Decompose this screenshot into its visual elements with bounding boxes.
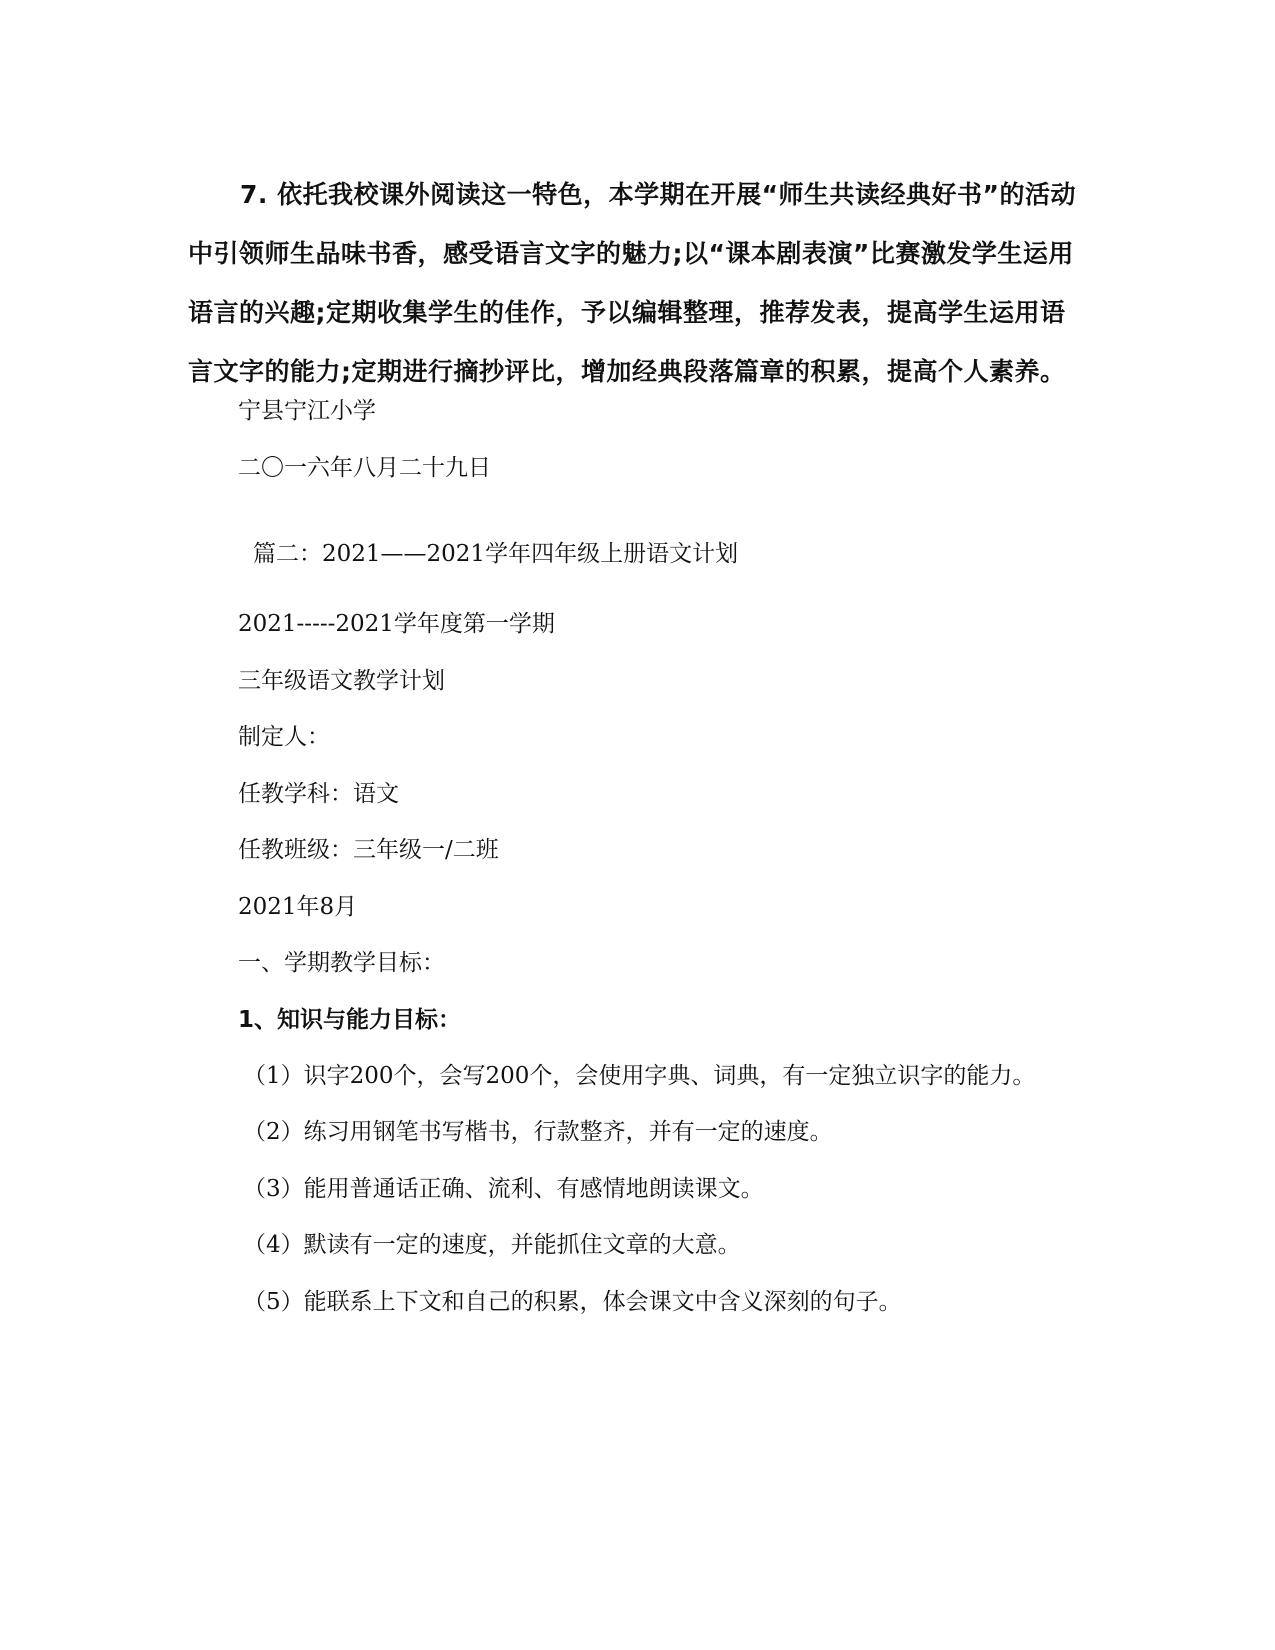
heading-objectives: 一、学期教学目标： [238,950,445,976]
term-line: 2021-----2021学年度第一学期 [238,611,555,637]
class-line: 任教班级：三年级一/二班 [238,837,499,863]
heading-knowledge-ability: 1、知识与能力目标： [238,1007,462,1033]
list-item: （5）能联系上下文和自己的积累，体会课文中含义深刻的句子。 [243,1289,902,1315]
school-name: 宁县宁江小学 [238,398,376,424]
paragraph-7: 7. 依托我校课外阅读这一特色，本学期在开展“师生共读经典好书”的活动中引领师生品味书香，感受语言文字的魅力;以“课本剧表演”比赛激发学生运用语言的兴趣;定期收集学生的佳作，予以编辑整理，推荐发表，提高学生运用语言文字的能力;定期进行摘抄评比，增加经典段落篇章的积累，提高个人素养。 [188,180,1076,386]
list-item: （4）默读有一定的速度，并能抓住文章的大意。 [243,1232,741,1258]
plan-date: 2021年8月 [238,894,358,920]
plan-title: 三年级语文教学计划 [238,668,445,694]
subject-line: 任教学科：语文 [238,781,399,807]
author-label: 制定人： [238,724,330,750]
signed-date: 二〇一六年八月二十九日 [238,455,491,481]
section-title: 篇二：2021——2021学年四年级上册语文计划 [253,541,739,567]
list-item: （1）识字200个，会写200个，会使用字典、词典，有一定独立识字的能力。 [243,1063,1036,1089]
list-item: （3）能用普通话正确、流利、有感情地朗读课文。 [243,1176,764,1202]
list-item: （2）练习用钢笔书写楷书，行款整齐，并有一定的速度。 [243,1119,833,1145]
